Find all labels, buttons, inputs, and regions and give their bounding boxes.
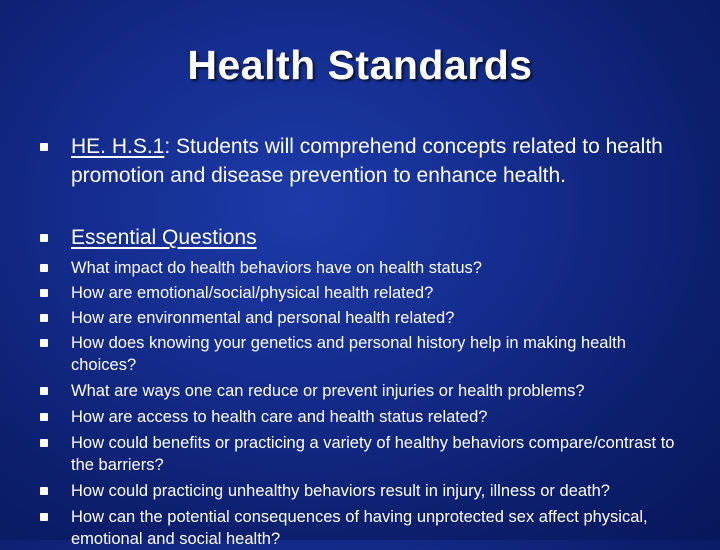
- question-text: How could practicing unhealthy behaviors result in injury, illness or death?: [71, 482, 610, 500]
- standard-description: : Students will comprehend concepts related to health promotion and disease prevention to enhance health.: [71, 135, 663, 187]
- square-bullet-icon: [40, 439, 48, 447]
- question-text: How could benefits or practicing a variety of healthy behaviors compare/contrast to the barriers?: [71, 434, 675, 474]
- question-text: How can the potential consequences of having unprotected sex affect physical, emotional and social health?: [71, 508, 648, 548]
- list-item-standard: [40, 132, 680, 222]
- question-text: How are access to health care and health status related?: [71, 408, 488, 426]
- square-bullet-icon: [40, 234, 48, 242]
- standard-code: HE. H.S.1: [71, 135, 165, 158]
- square-bullet-icon: [40, 289, 48, 297]
- slide-title: Health Standards: [187, 42, 533, 88]
- list-item-essential-heading: [40, 223, 680, 253]
- question-text: How are emotional/social/physical health related?: [71, 284, 434, 302]
- square-bullet-icon: [40, 513, 48, 521]
- question-text: How are environmental and personal health related?: [71, 309, 455, 327]
- standard-text: [71, 132, 680, 190]
- square-bullet-icon: [40, 314, 48, 322]
- square-bullet-icon: [40, 387, 48, 395]
- square-bullet-icon: [40, 264, 48, 272]
- square-bullet-icon: [40, 339, 48, 347]
- square-bullet-icon: [40, 143, 48, 151]
- question-text: What impact do health behaviors have on health status?: [71, 259, 482, 277]
- square-bullet-icon: [40, 487, 48, 495]
- question-text: How does knowing your genetics and personal history help in making health choices?: [71, 334, 626, 374]
- square-bullet-icon: [40, 413, 48, 421]
- question-text: What are ways one can reduce or prevent injuries or health problems?: [71, 382, 585, 400]
- essential-questions-heading: Essential Questions: [71, 226, 257, 249]
